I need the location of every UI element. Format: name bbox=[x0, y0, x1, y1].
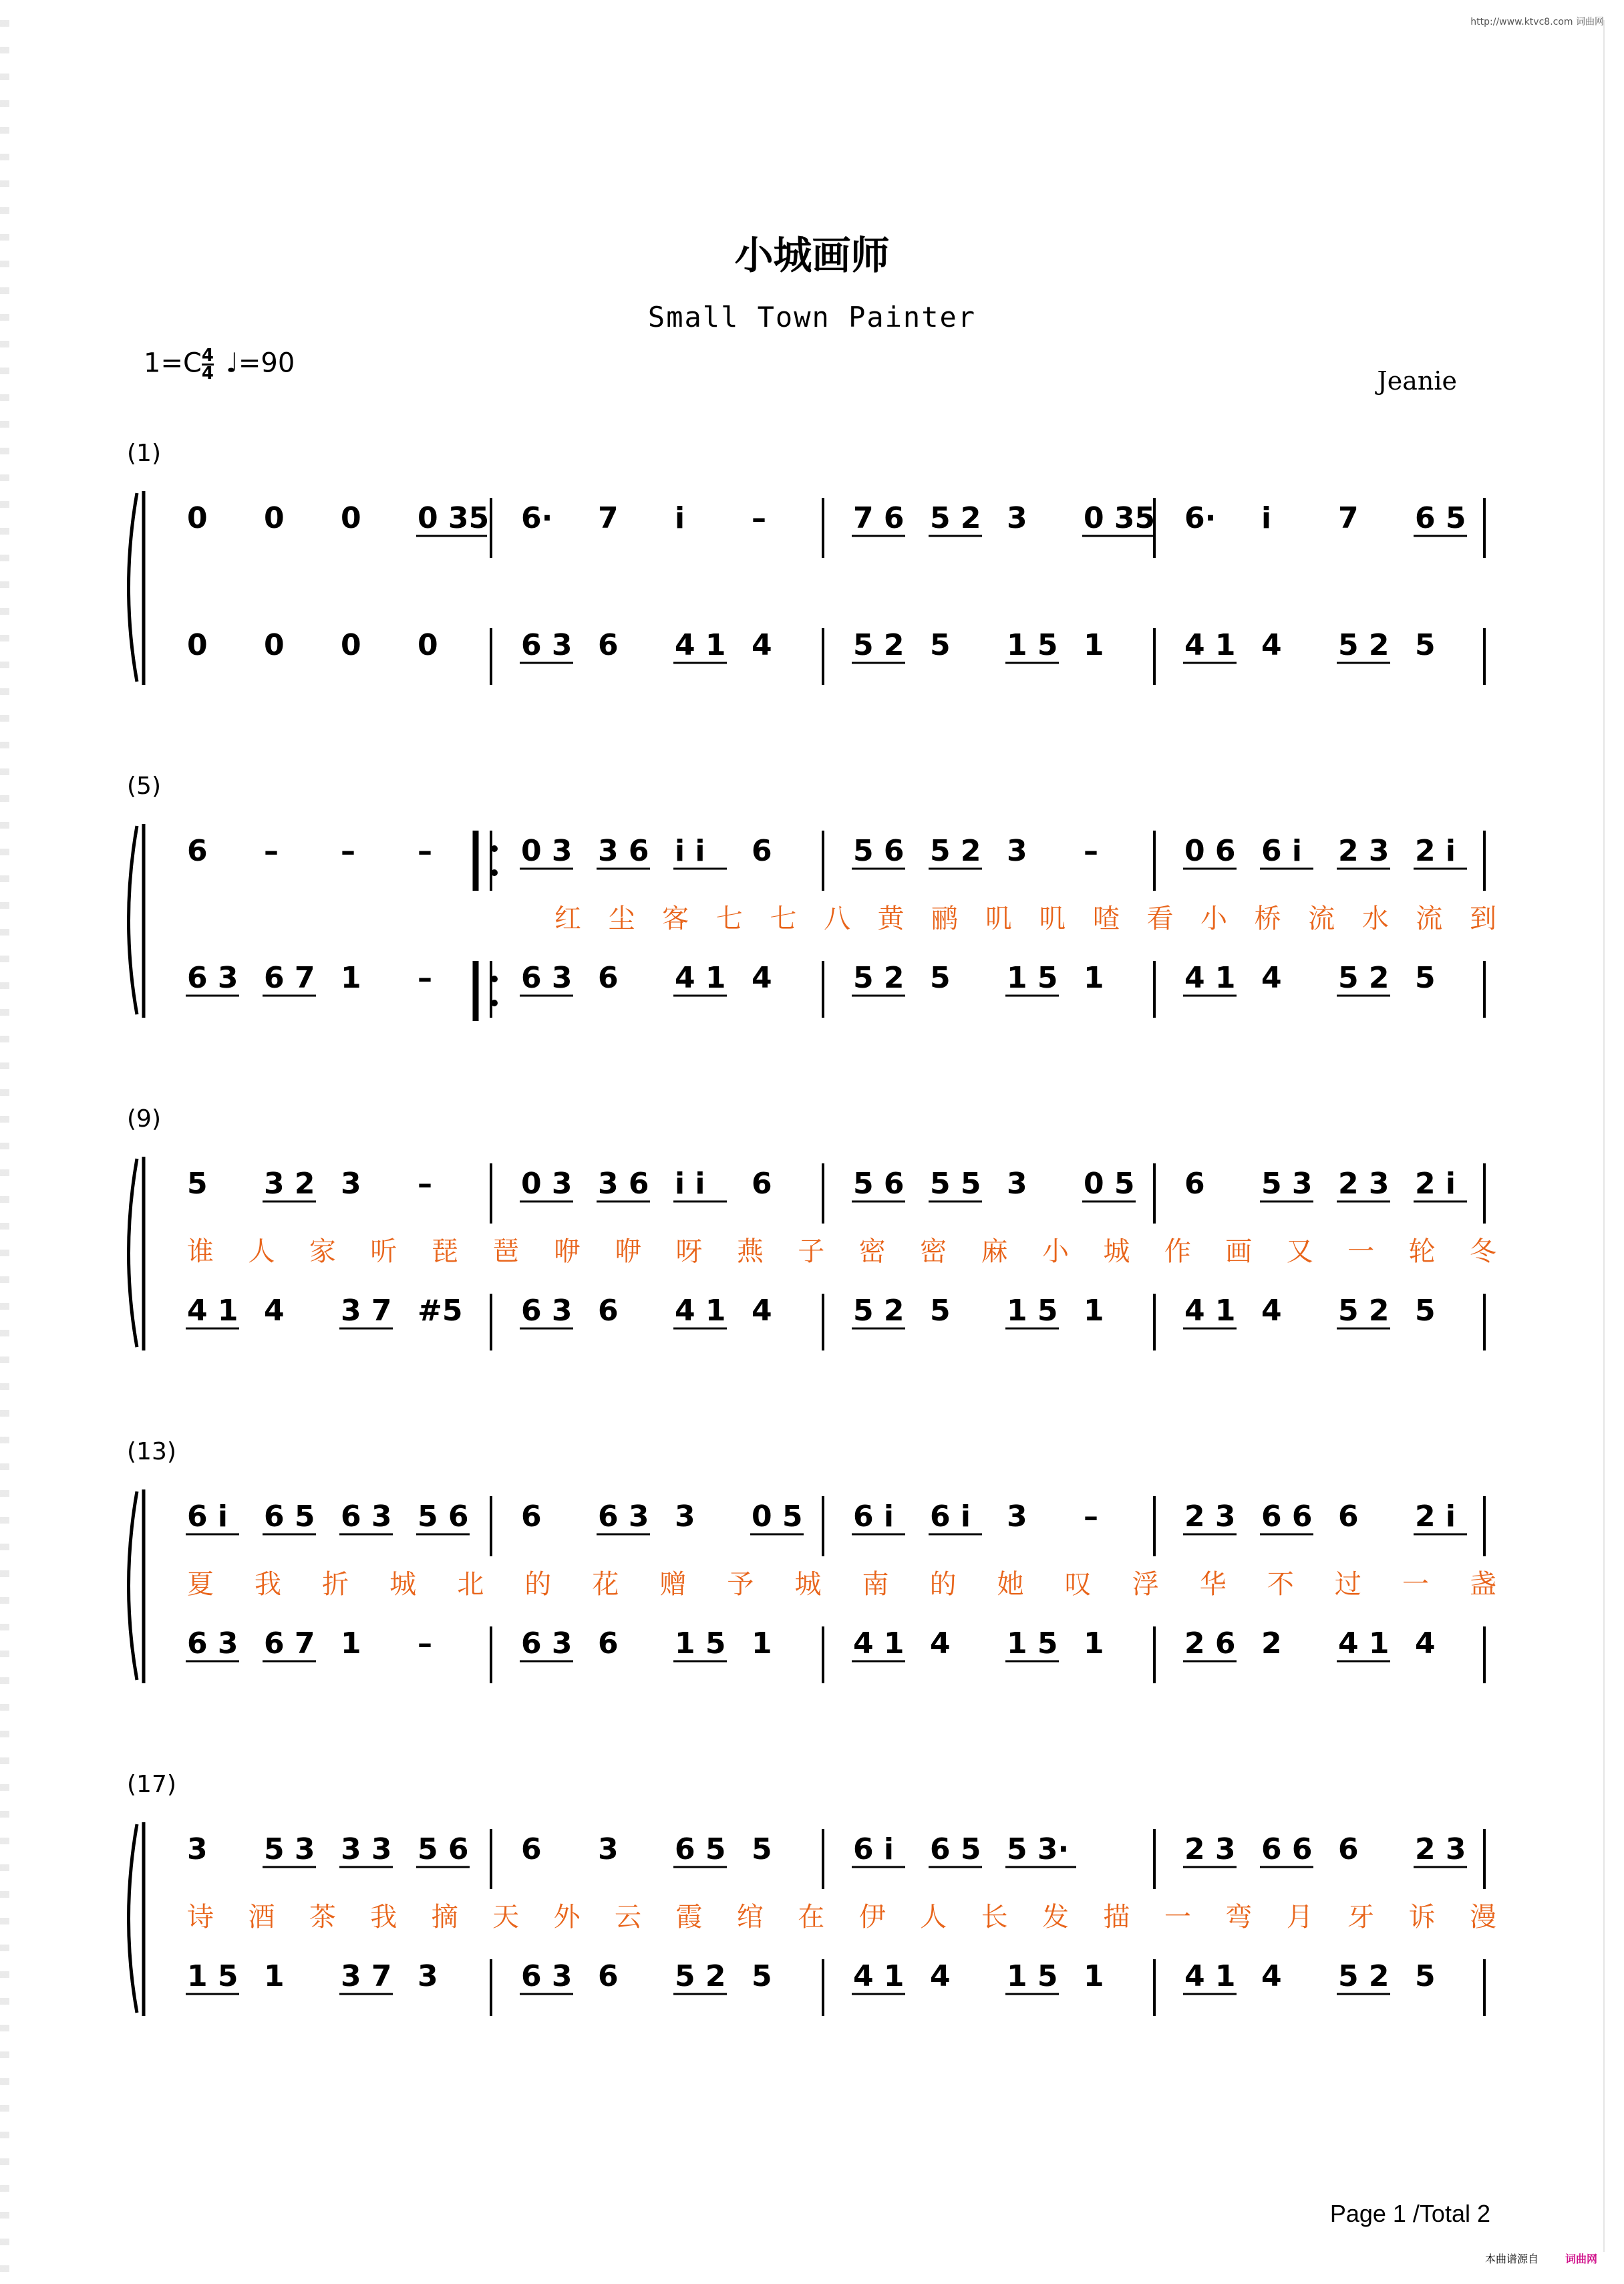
treble-note: – bbox=[418, 834, 432, 868]
lyric-char: 到 bbox=[1470, 903, 1496, 934]
bass-note: 6 bbox=[598, 1626, 619, 1661]
bass-note: 3 7 bbox=[341, 1959, 392, 1993]
treble-note: 2 i bbox=[1415, 1500, 1456, 1534]
lyric-char: 小 bbox=[1200, 903, 1228, 934]
treble-note: 3 bbox=[598, 1832, 619, 1866]
lyric-char: 流 bbox=[1308, 903, 1335, 934]
time-top: 4 bbox=[201, 345, 214, 366]
bass-note: 4 1 bbox=[1338, 1626, 1390, 1661]
treble-note: 5 6 bbox=[853, 1167, 905, 1201]
treble-note: 6 i bbox=[853, 1500, 895, 1534]
treble-note: 5 6 bbox=[853, 834, 905, 868]
lyric-char: 燕 bbox=[736, 1236, 764, 1267]
repeat-dot bbox=[491, 1000, 498, 1006]
lyric-char: 过 bbox=[1334, 1569, 1361, 1600]
lyric-char: 家 bbox=[309, 1236, 336, 1267]
bass-note: 4 bbox=[1261, 628, 1282, 662]
treble-note: 6 bbox=[752, 834, 772, 868]
bass-note: 5 2 bbox=[853, 961, 905, 995]
bass-note: 5 2 bbox=[1338, 961, 1390, 995]
system-brace bbox=[129, 826, 138, 1014]
lyric-char: 天 bbox=[492, 1902, 520, 1933]
bass-note: 4 1 bbox=[1184, 1294, 1236, 1328]
treble-note: 5 3 bbox=[1261, 1167, 1313, 1201]
lyric-char: 叽 bbox=[1039, 903, 1066, 934]
treble-note: 6 i bbox=[853, 1832, 895, 1866]
bass-note: 2 6 bbox=[1184, 1626, 1236, 1661]
lyric-char: 伊 bbox=[858, 1902, 886, 1933]
bass-note: 4 1 bbox=[187, 1294, 238, 1328]
lyric-char: 桥 bbox=[1254, 903, 1281, 934]
lyric-char: 月 bbox=[1286, 1902, 1313, 1933]
bass-note: 5 bbox=[930, 961, 951, 995]
lyric-char: 发 bbox=[1042, 1902, 1069, 1933]
bass-note: 5 2 bbox=[1338, 1294, 1390, 1328]
treble-note: 3 bbox=[675, 1500, 695, 1534]
bass-note: 5 bbox=[752, 1959, 772, 1993]
treble-note: 3 bbox=[1007, 501, 1027, 535]
bass-note: 6 3 bbox=[521, 1626, 573, 1661]
bass-note: 1 5 bbox=[1007, 1959, 1058, 1993]
lyric-char: 鹂 bbox=[931, 903, 959, 934]
lyric-char: 画 bbox=[1225, 1236, 1253, 1267]
page-number: Page 1 /Total 2 bbox=[1329, 2200, 1490, 2227]
bass-note: 1 5 bbox=[187, 1959, 238, 1993]
treble-note: 3 bbox=[1007, 1500, 1027, 1534]
measure-number: (9) bbox=[127, 1105, 161, 1133]
treble-note: 6 bbox=[187, 834, 208, 868]
lyric-char: 客 bbox=[662, 903, 689, 934]
lyric-char: 琵 bbox=[431, 1236, 458, 1267]
bass-note: 5 bbox=[930, 1294, 951, 1328]
treble-note: 0 3 bbox=[521, 834, 573, 868]
bass-note: 5 bbox=[1415, 628, 1436, 662]
bass-note: 4 1 bbox=[675, 961, 726, 995]
treble-note: 6 bbox=[521, 1500, 542, 1534]
bass-note: 1 5 bbox=[1007, 961, 1058, 995]
treble-note: 3 bbox=[1007, 1167, 1027, 1201]
lyric-char: 城 bbox=[794, 1569, 822, 1600]
lyric-char: 叹 bbox=[1064, 1569, 1092, 1600]
treble-note: 3 6 bbox=[598, 1167, 649, 1201]
bass-note: 4 bbox=[930, 1626, 951, 1661]
treble-note: 6 5 bbox=[675, 1832, 726, 1866]
system-brace bbox=[129, 1824, 138, 2013]
treble-note: 6 6 bbox=[1261, 1500, 1313, 1534]
lyric-char: 叽 bbox=[985, 903, 1012, 934]
bass-note: 1 bbox=[1084, 961, 1104, 995]
bass-note: 4 1 bbox=[675, 1294, 726, 1328]
bass-note: 1 bbox=[752, 1626, 772, 1661]
lyric-char: 予 bbox=[727, 1569, 754, 1600]
treble-note: 5 2 bbox=[930, 834, 981, 868]
treble-note: 5 6 bbox=[418, 1832, 469, 1866]
treble-note: 0 35 bbox=[418, 501, 490, 535]
treble-note: 6 5 bbox=[264, 1500, 315, 1534]
treble-note: 5 6 bbox=[418, 1500, 469, 1534]
bass-note: 5 bbox=[1415, 961, 1436, 995]
lyric-char: 七 bbox=[770, 903, 797, 934]
bass-note: 6 bbox=[598, 628, 619, 662]
treble-note: 3 6 bbox=[598, 834, 649, 868]
treble-note: 2 3 bbox=[1338, 834, 1390, 868]
bass-note: – bbox=[418, 961, 432, 995]
lyric-char: 南 bbox=[862, 1569, 889, 1600]
lyric-char: 牙 bbox=[1347, 1902, 1375, 1933]
lyric-char: 流 bbox=[1416, 903, 1443, 934]
treble-note: – bbox=[264, 834, 279, 868]
treble-note: 6 3 bbox=[598, 1500, 649, 1534]
lyric-char: 七 bbox=[715, 903, 743, 934]
lyric-char: 密 bbox=[858, 1236, 886, 1267]
lyric-char: 不 bbox=[1267, 1569, 1294, 1600]
bass-note: 4 1 bbox=[853, 1959, 905, 1993]
lyric-char: 轮 bbox=[1408, 1236, 1436, 1267]
treble-note: i bbox=[1261, 501, 1272, 535]
lyric-char: 漫 bbox=[1470, 1902, 1496, 1933]
tempo-value: =90 bbox=[238, 347, 295, 379]
system-brace bbox=[129, 1491, 138, 1680]
treble-note: 6 6 bbox=[1261, 1832, 1313, 1866]
treble-note: 0 3 bbox=[521, 1167, 573, 1201]
lyric-char: 琶 bbox=[492, 1236, 520, 1267]
lyric-char: 诉 bbox=[1408, 1902, 1436, 1933]
lyric-char: 赠 bbox=[659, 1569, 687, 1600]
bass-note: 6 3 bbox=[521, 1959, 573, 1993]
key-signature: 1=C bbox=[144, 347, 202, 379]
treble-note: 6· bbox=[521, 501, 553, 535]
bass-note: 5 bbox=[1415, 1959, 1436, 1993]
treble-note: 5 3· bbox=[1007, 1832, 1070, 1866]
treble-note: 0 bbox=[341, 501, 361, 535]
treble-note: 2 i bbox=[1415, 1167, 1456, 1201]
treble-note: 5 2 bbox=[930, 501, 981, 535]
treble-note: 3 bbox=[341, 1167, 361, 1201]
treble-note: 5 bbox=[187, 1167, 208, 1201]
treble-note: 6 5 bbox=[1415, 501, 1466, 535]
lyric-char: 北 bbox=[457, 1569, 484, 1600]
bass-note: 1 bbox=[1084, 1959, 1104, 1993]
bass-note: 0 bbox=[341, 628, 361, 662]
lyric-char: 我 bbox=[255, 1569, 282, 1600]
treble-note: 6 5 bbox=[930, 1832, 981, 1866]
treble-note: 2 3 bbox=[1184, 1832, 1236, 1866]
bass-note: 4 bbox=[930, 1959, 951, 1993]
treble-note: – bbox=[1084, 1500, 1098, 1534]
bass-note: 4 1 bbox=[1184, 628, 1236, 662]
lyric-char: 在 bbox=[798, 1902, 825, 1933]
bass-note: 5 2 bbox=[853, 1294, 905, 1328]
logo-brand: 词曲网 bbox=[1565, 2253, 1597, 2265]
bass-note: 4 1 bbox=[1184, 961, 1236, 995]
logo-text: 本曲谱源自 bbox=[1484, 2253, 1538, 2265]
bass-note: 4 1 bbox=[853, 1626, 905, 1661]
bass-note: 0 bbox=[264, 628, 285, 662]
bass-note: 5 2 bbox=[1338, 628, 1390, 662]
system-brace bbox=[129, 493, 138, 682]
treble-note: 6 i bbox=[187, 1500, 228, 1534]
treble-note: 5 bbox=[752, 1832, 772, 1866]
bass-note: 4 bbox=[264, 1294, 285, 1328]
lyric-char: 咿 bbox=[615, 1236, 641, 1267]
bass-note: 3 bbox=[418, 1959, 438, 1993]
bass-note: 4 bbox=[1261, 1294, 1282, 1328]
bass-note: 1 5 bbox=[1007, 628, 1058, 662]
lyric-char: 尘 bbox=[608, 903, 635, 934]
treble-note: 6 i bbox=[1261, 834, 1303, 868]
bass-note: 4 bbox=[1261, 1959, 1282, 1993]
bass-note: 5 2 bbox=[675, 1959, 726, 1993]
repeat-dot bbox=[491, 869, 498, 876]
bass-note: 0 bbox=[187, 628, 208, 662]
time-bottom: 4 bbox=[201, 364, 214, 384]
bass-note: 5 bbox=[1415, 1294, 1436, 1328]
lyric-char: 花 bbox=[592, 1569, 619, 1600]
measure-number: (17) bbox=[127, 1771, 176, 1798]
song-subtitle: Small Town Painter bbox=[647, 301, 977, 333]
lyric-char: 绾 bbox=[736, 1902, 764, 1933]
lyric-char: 密 bbox=[920, 1236, 947, 1267]
treble-note: – bbox=[1084, 834, 1098, 868]
repeat-dot bbox=[491, 845, 498, 852]
treble-note: 6 i bbox=[930, 1500, 971, 1534]
song-title: 小城画师 bbox=[734, 233, 890, 278]
treble-note: 5 5 bbox=[930, 1167, 981, 1201]
bass-note: 5 2 bbox=[853, 628, 905, 662]
corner-url: http://www.ktvc8.com 词曲网 bbox=[1470, 17, 1604, 27]
bass-note: 0 bbox=[418, 628, 438, 662]
lyric-char: 看 bbox=[1146, 903, 1174, 934]
lyric-char: 华 bbox=[1199, 1569, 1227, 1600]
treble-note: – bbox=[418, 1167, 432, 1201]
treble-note: 6 bbox=[1338, 1832, 1359, 1866]
lyric-char: 茶 bbox=[309, 1902, 336, 1933]
bass-note: 4 1 bbox=[675, 628, 726, 662]
measure-number: (5) bbox=[127, 772, 161, 800]
lyric-char: 城 bbox=[1103, 1236, 1130, 1267]
bass-note: 6 bbox=[598, 1294, 619, 1328]
treble-note: 7 bbox=[1338, 501, 1359, 535]
lyric-char: 咿 bbox=[553, 1236, 581, 1267]
bass-note: 6 3 bbox=[521, 961, 573, 995]
treble-note: – bbox=[341, 834, 355, 868]
lyric-char: 长 bbox=[981, 1902, 1008, 1933]
treble-note: 2 3 bbox=[1415, 1832, 1466, 1866]
bass-note: 6 bbox=[598, 961, 619, 995]
bass-note: 5 bbox=[930, 628, 951, 662]
treble-note: 6 3 bbox=[341, 1500, 392, 1534]
treble-note: 5 3 bbox=[264, 1832, 315, 1866]
lyric-char: 作 bbox=[1164, 1236, 1191, 1267]
bass-note: 1 5 bbox=[675, 1626, 726, 1661]
bass-note: 6 3 bbox=[521, 628, 573, 662]
lyric-char: 一 bbox=[1347, 1236, 1375, 1267]
treble-note: 6 bbox=[1338, 1500, 1359, 1534]
lyric-char: 冬 bbox=[1470, 1236, 1496, 1267]
source-logo bbox=[1485, 2251, 1597, 2266]
lyric-char: 八 bbox=[823, 903, 850, 934]
lyric-char: 谁 bbox=[187, 1236, 214, 1267]
treble-note: 7 bbox=[598, 501, 619, 535]
lyric-char: 听 bbox=[370, 1236, 397, 1267]
treble-note: 0 5 bbox=[1084, 1167, 1135, 1201]
bass-note: 6 bbox=[598, 1959, 619, 1993]
treble-note: 3 bbox=[187, 1832, 208, 1866]
bass-note: 4 bbox=[1261, 961, 1282, 995]
treble-note: 0 bbox=[187, 501, 208, 535]
measure-number: (13) bbox=[127, 1438, 176, 1465]
lyric-char: 云 bbox=[615, 1902, 641, 1933]
lyric-char: 喳 bbox=[1092, 903, 1120, 934]
bass-note: – bbox=[418, 1626, 432, 1661]
bass-note: 1 5 bbox=[1007, 1294, 1058, 1328]
treble-note: i bbox=[675, 501, 685, 535]
lyric-char: 城 bbox=[389, 1569, 417, 1600]
bass-note: 6 3 bbox=[187, 1626, 238, 1661]
treble-note: 0 35 bbox=[1084, 501, 1156, 535]
lyric-char: 子 bbox=[798, 1236, 825, 1267]
bass-note: 1 bbox=[1084, 1294, 1104, 1328]
treble-note: 0 6 bbox=[1184, 834, 1236, 868]
treble-note: 2 3 bbox=[1184, 1500, 1236, 1534]
bass-note: 1 bbox=[341, 961, 361, 995]
bass-note: 1 bbox=[1084, 1626, 1104, 1661]
lyric-char: 人 bbox=[248, 1236, 275, 1267]
bass-note: 4 bbox=[1415, 1626, 1436, 1661]
lyric-char: 小 bbox=[1042, 1236, 1069, 1267]
treble-note: 3 bbox=[1007, 834, 1027, 868]
treble-note: i i bbox=[675, 1167, 705, 1201]
lyric-char: 一 bbox=[1402, 1569, 1429, 1600]
lyric-char: 外 bbox=[553, 1902, 581, 1933]
bass-note: 6 3 bbox=[521, 1294, 573, 1328]
bass-note: 3 7 bbox=[341, 1294, 392, 1328]
bass-note: 6 7 bbox=[264, 961, 315, 995]
lyric-char: 红 bbox=[554, 903, 581, 934]
lyric-char: 弯 bbox=[1225, 1902, 1253, 1933]
lyric-char: 的 bbox=[524, 1569, 552, 1600]
lyric-char: 我 bbox=[370, 1902, 397, 1933]
measure-number: (1) bbox=[127, 440, 161, 467]
bass-note: #5 bbox=[418, 1294, 463, 1328]
bass-note: 6 7 bbox=[264, 1626, 315, 1661]
lyric-char: 摘 bbox=[431, 1902, 458, 1933]
quarter-note-icon: ♩ bbox=[226, 347, 238, 379]
treble-note: 6· bbox=[1184, 501, 1216, 535]
lyric-char: 她 bbox=[997, 1569, 1024, 1600]
lyric-char: 呀 bbox=[675, 1236, 703, 1267]
lyric-char: 诗 bbox=[187, 1902, 214, 1933]
lyric-char: 麻 bbox=[981, 1236, 1008, 1267]
bass-note: 1 bbox=[341, 1626, 361, 1661]
bass-note: 1 bbox=[1084, 628, 1104, 662]
lyric-char: 折 bbox=[322, 1569, 349, 1600]
treble-note: 7 6 bbox=[853, 501, 905, 535]
treble-note: 2 3 bbox=[1338, 1167, 1390, 1201]
repeat-dot bbox=[491, 976, 498, 982]
lyric-char: 夏 bbox=[187, 1569, 214, 1600]
treble-note: i i bbox=[675, 834, 705, 868]
treble-note: 6 bbox=[1184, 1167, 1205, 1201]
bass-note: 1 bbox=[264, 1959, 285, 1993]
treble-note: 6 bbox=[521, 1832, 542, 1866]
lyric-char: 水 bbox=[1361, 903, 1389, 934]
lyric-char: 描 bbox=[1103, 1902, 1130, 1933]
lyric-char: 盏 bbox=[1470, 1569, 1496, 1600]
lyric-char: 一 bbox=[1164, 1902, 1191, 1933]
lyric-char: 浮 bbox=[1132, 1569, 1159, 1600]
bass-note: 5 2 bbox=[1338, 1959, 1390, 1993]
bass-note: 4 bbox=[752, 1294, 772, 1328]
treble-note: 6 bbox=[752, 1167, 772, 1201]
lyric-char: 又 bbox=[1286, 1236, 1313, 1267]
bass-note: 6 3 bbox=[187, 961, 238, 995]
treble-note: 0 5 bbox=[752, 1500, 803, 1534]
lyric-char: 酒 bbox=[248, 1902, 275, 1933]
treble-note: – bbox=[752, 501, 766, 535]
bass-note: 4 bbox=[752, 628, 772, 662]
treble-note: 2 i bbox=[1415, 834, 1456, 868]
treble-note: 3 3 bbox=[341, 1832, 392, 1866]
lyric-char: 人 bbox=[920, 1902, 947, 1933]
lyric-char: 黄 bbox=[877, 903, 905, 934]
system-brace bbox=[129, 1159, 138, 1347]
bass-note: 2 bbox=[1261, 1626, 1282, 1661]
lyric-char: 的 bbox=[929, 1569, 957, 1600]
treble-note: 0 bbox=[264, 501, 285, 535]
treble-note: 3 2 bbox=[264, 1167, 315, 1201]
bass-note: 4 1 bbox=[1184, 1959, 1236, 1993]
composer: Jeanie bbox=[1377, 366, 1457, 396]
bass-note: 1 5 bbox=[1007, 1626, 1058, 1661]
lyric-char: 霞 bbox=[675, 1902, 703, 1933]
bass-note: 4 bbox=[752, 961, 772, 995]
